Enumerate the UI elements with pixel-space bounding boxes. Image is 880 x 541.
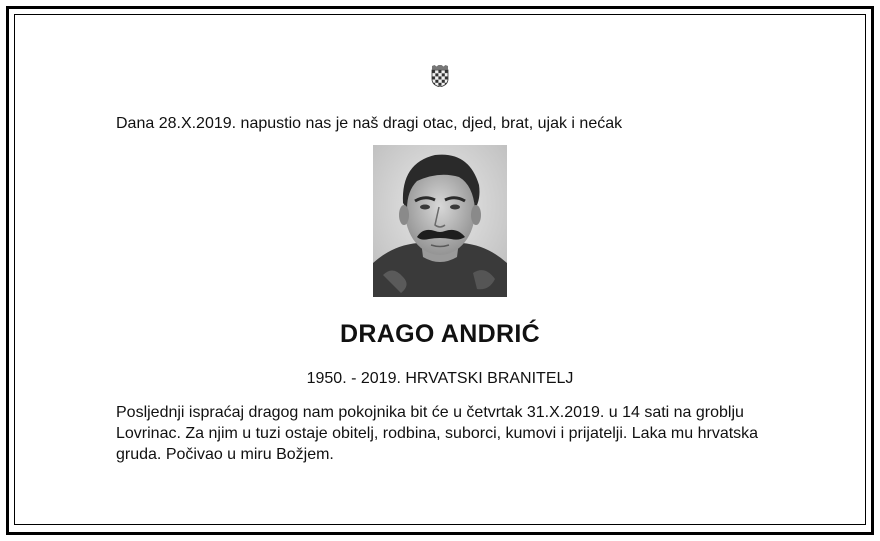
deceased-name: DRAGO ANDRIĆ (340, 320, 540, 348)
croatian-coat-of-arms-icon (431, 65, 449, 87)
life-years-title: 1950. - 2019. HRVATSKI BRANITELJ (306, 370, 574, 387)
portrait-photo (373, 145, 507, 297)
funeral-notice-text: Posljednji ispraćaj dragog nam pokojnika bit će u četvrtak 31.X.2019. u 14 sati na groblju Lovrinac. Za njim u tuzi ostaje obitelj, rodbina, suborci, kumovi i prijatelji. Laka mu hrvatska gruda. Počivao u miru Božjem. (116, 404, 759, 463)
intro-text: Dana 28.X.2019. napustio nas je naš dragi otac, djed, brat, ujak i nećak (116, 115, 623, 132)
